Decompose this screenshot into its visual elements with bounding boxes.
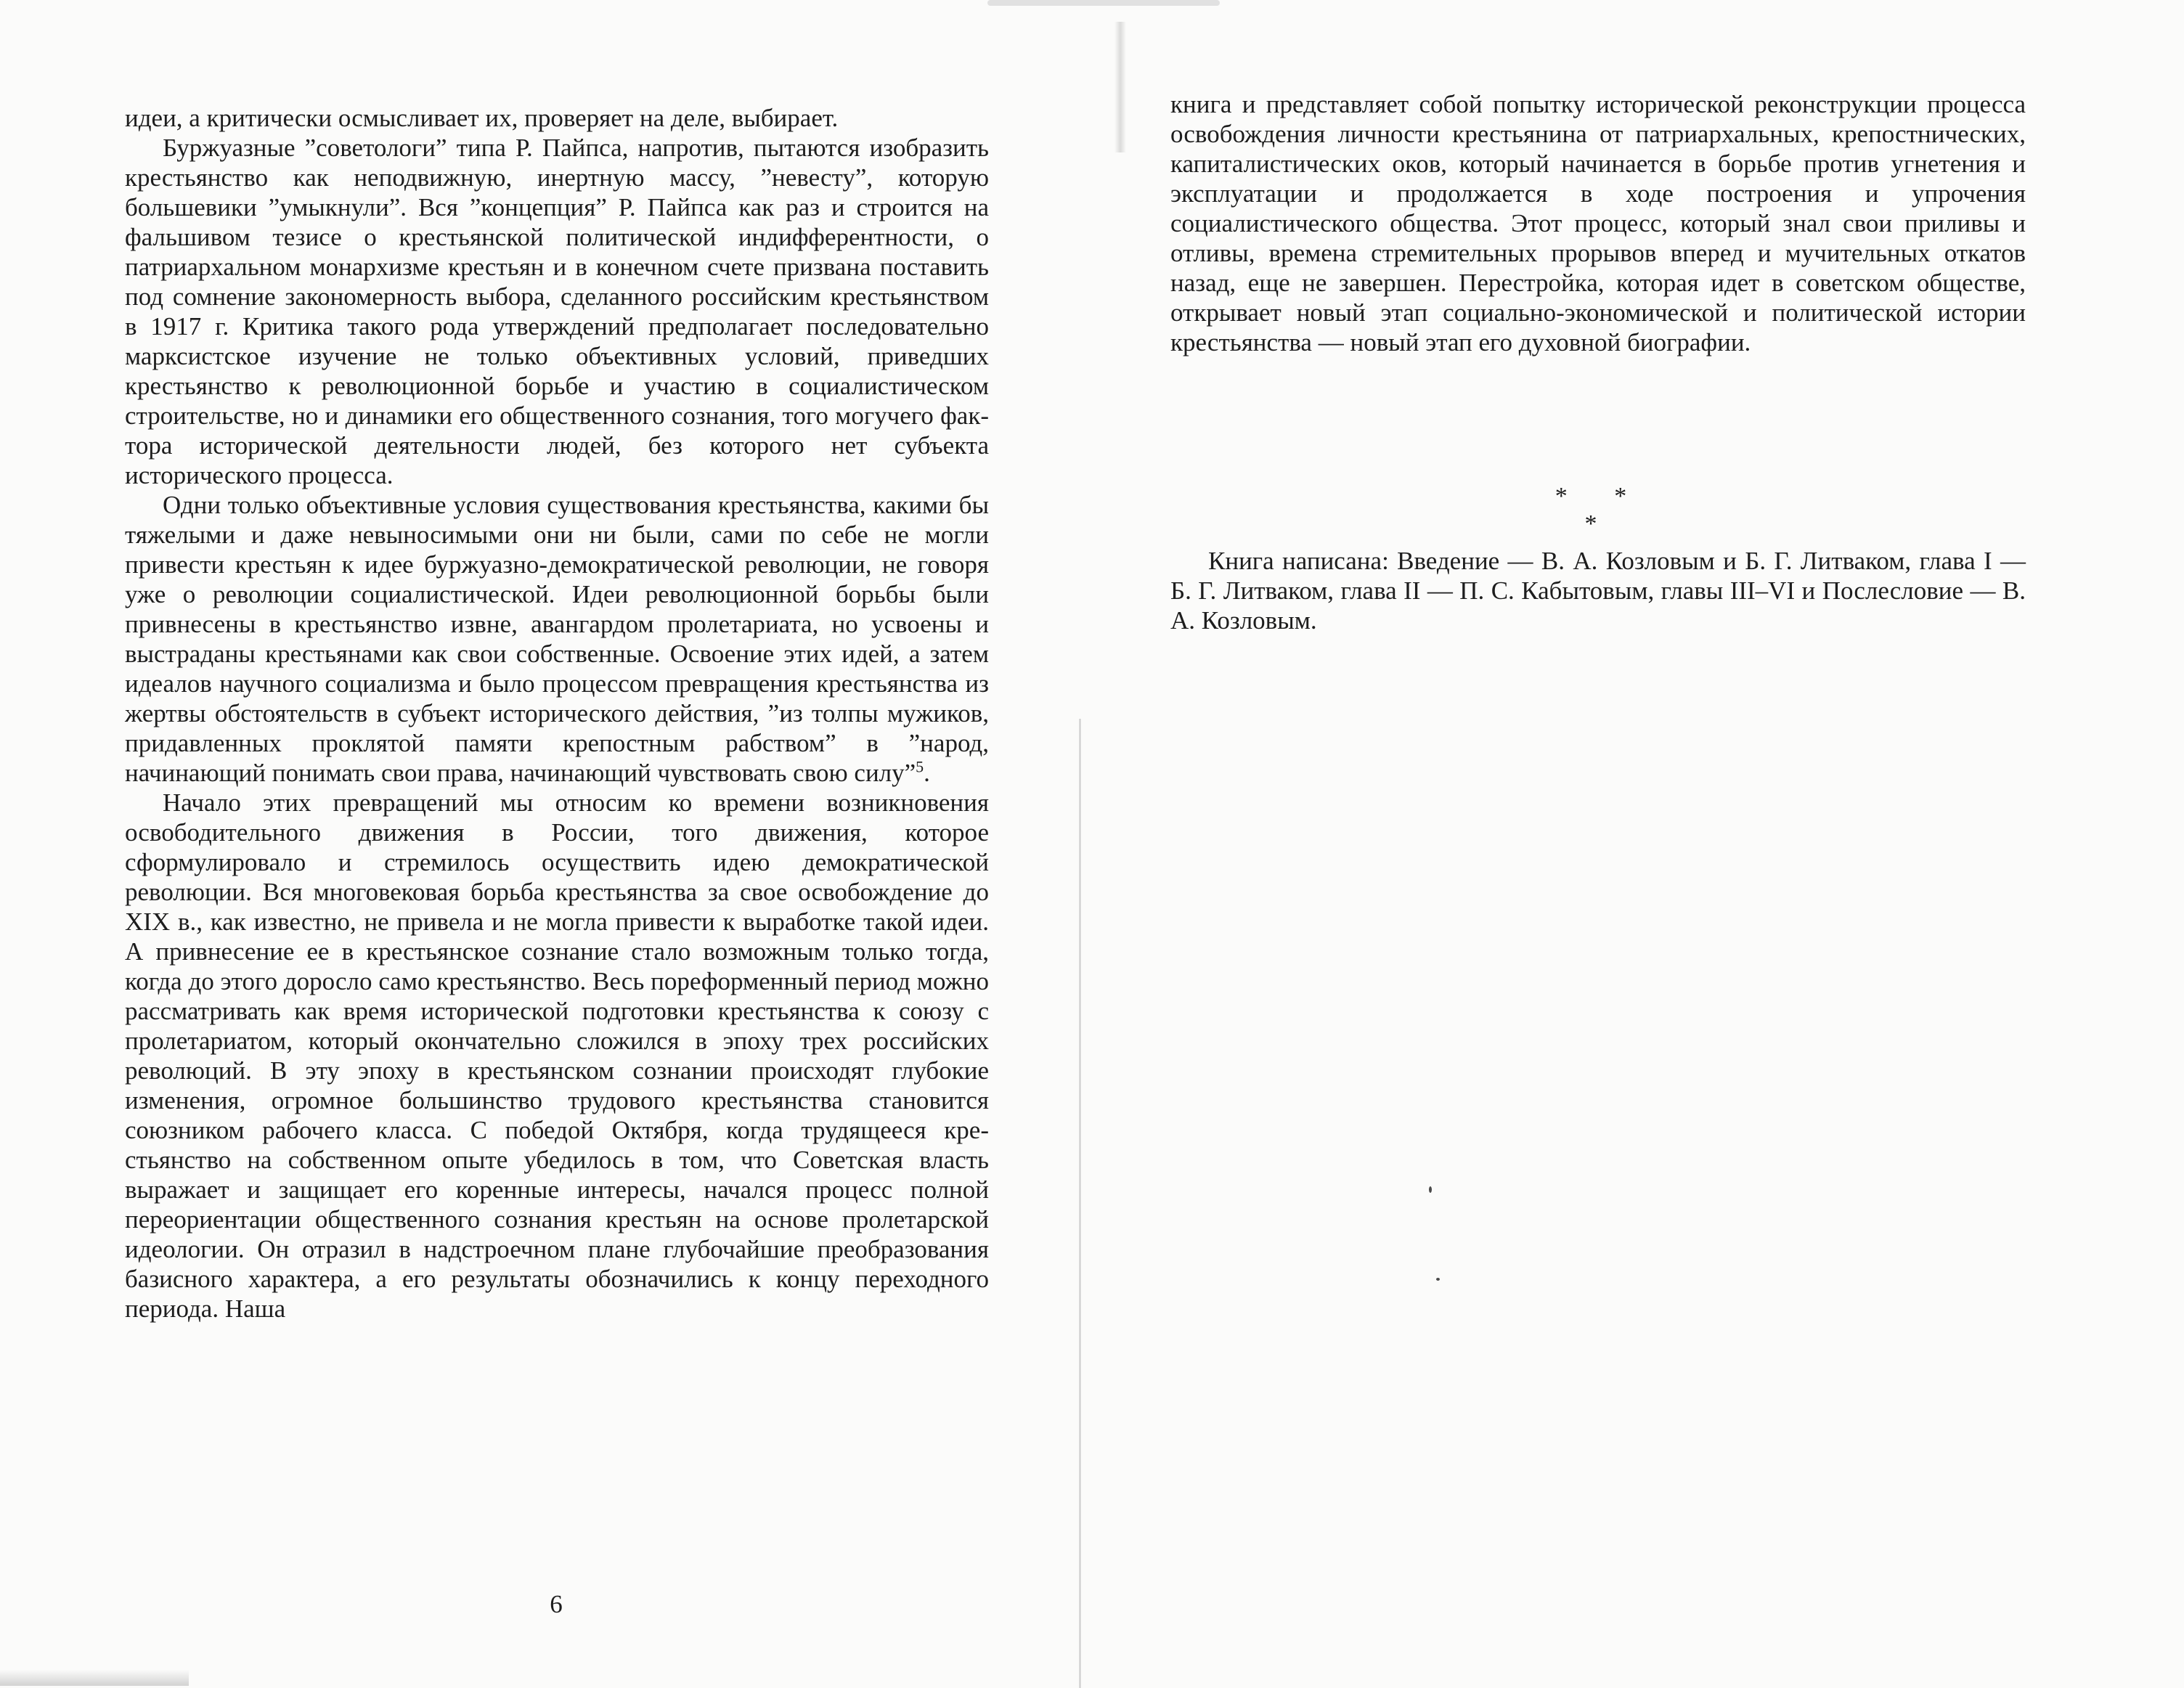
paragraph-sovietologists: Буржуазные ”советологи” типа Р. Пайпса, напротив, пытаются изобразить крестьянство как неподвижную, инертную массу, ”невесту”, которую большевики ”умыкнули”. Вся ”концепция” Р. Пайпса как раз и строится на фальшивом тезисе о крестьянской политической индифферентности, о патриархальном монархизме крестьян и в конечном счете призвана поставить под сомнение закономерность выбора, сделанного российским крестьянством в 1917 г. Критика такого рода утверждений предполагает последовательно марксистское изучение не только объективных условий, приведших крестьянство к революционной борьбе и участию в социалистическом строительстве, но и динамики его общественного сознания, того могучего фактора исторической деятельности людей, без которого нет субъекта исторического процесса.: [125, 134, 989, 489]
paragraph-continuation: идеи, а критически осмысливает их, проверяет на деле, выбирает.: [125, 104, 839, 132]
left-page: [0, 0, 1082, 1688]
right-page-text: [1170, 89, 2026, 357]
footnote-marker: 5: [916, 757, 924, 776]
scan-speck: [1436, 1278, 1440, 1281]
section-separator: * * *: [1555, 483, 1647, 537]
paragraph-book-purpose: книга и представляет собой попытку исторической реконструкции процесса освобождения личности крестьянина от патриархальных, крепостнических, капиталистических оков, который начинается в борьбе против угнетения и эксплуатации и продолжается в ходе построения и упрочения социалистического общества. Этот процесс, который знал свои приливы и отливы, времена стремительных прорывов вперед и мучительных откатов назад, еще не завершен. Перестройка, которая идет в советском обществе, открывает новый этап социально-экономической и политической истории крестьянства — новый этап его духовной биографии.: [1170, 90, 2026, 356]
left-page-text: [125, 103, 989, 1324]
paragraph-objective-conditions-text: Одни только объективные условия существования крестьянства, какими бы тяжелыми и даже невыносимыми они ни были, сами по себе не могли привести крестьян к идее буржуазно-демократической революции, не говоря уже о революции социалистической. Идеи революционной борьбы были привнесены в крестьянство извне, авангардом пролетариата, но усвоены и выстраданы крестьянами как свои собственные. Освоение этих идей, а затем идеалов научного социализма и было процессом превращения крестьянства из жертвы обстоятельств в субъект исторического действия, ”из толпы мужиков, придавленных проклятой памяти крепостным рабством” в ”народ, начинающий понимать свои права, начинающий чувствовать свою силу”: [125, 491, 989, 787]
paragraph-objective-conditions: Одни только объективные условия существования крестьянства, какими бы тяжелыми и даже невыносимыми они ни были, сами по себе не могли привести крестьян к идее буржуазно-демократической революции, не говоря уже о революции социалистической. Идеи революционной борьбы были привнесены в крестьянство извне, авангардом пролетариата, но усвоены и выстраданы крестьянами как свои собственные. Освоение этих идей, а затем идеалов научного социализма и было процессом превращения крестьянства из жертвы обстоятельств в субъект исторического действия, ”из толпы мужиков, придавленных проклятой памяти крепостным рабством” в ”народ, начинающий понимать свои права, начинающий чувствовать свою силу”$^5$.: [125, 491, 989, 787]
page-number: 6: [550, 1590, 563, 1618]
scan-speck: [1429, 1186, 1432, 1193]
paragraph-beginning-of-transformations: Начало этих превращений мы относим ко времени возникновения освободительного движения в России, того движения, которое сформулировало и стремилось осуществить идею демократической революции. Вся многовековая борьба крестьянства за свое освобождение до XIX в., как известно, не привела и не могла привести к выработке такой идеи. А привнесение ее в крестьянское сознание стало возможным только тогда, когда до этого доросло само крестьянство. Весь пореформенный период можно рассматривать как время исторической подготовки крестьянства к союзу с пролетариатом, который окончательно сложился в эпоху трех российских революций. В эту эпоху в крестьянском сознании происходят глубокие изменения, огромное большинство трудового крестьянства становится союзником рабочего класса. С победой Октября, когда трудящееся крестьянство на собственном опыте убедилось в том, что Советская власть выражает и защищает его коренные интересы, начался процесс полной переориентации общественного сознания крестьян на основе пролетарской идеологии. Он отразил в надстроечном плане глубочайшие преобразования базисного характера, а его результаты обозначились к концу переходного периода. Наша: [125, 788, 989, 1323]
authorship-credits: Книга написана: Введение — В. А. Козловым и Б. Г. Литваком, глава I — Б. Г. Литваком, глава II — П. С. Кабытовым, главы III–VI и Послесловие — В. А. Козловым.: [1170, 547, 2026, 635]
